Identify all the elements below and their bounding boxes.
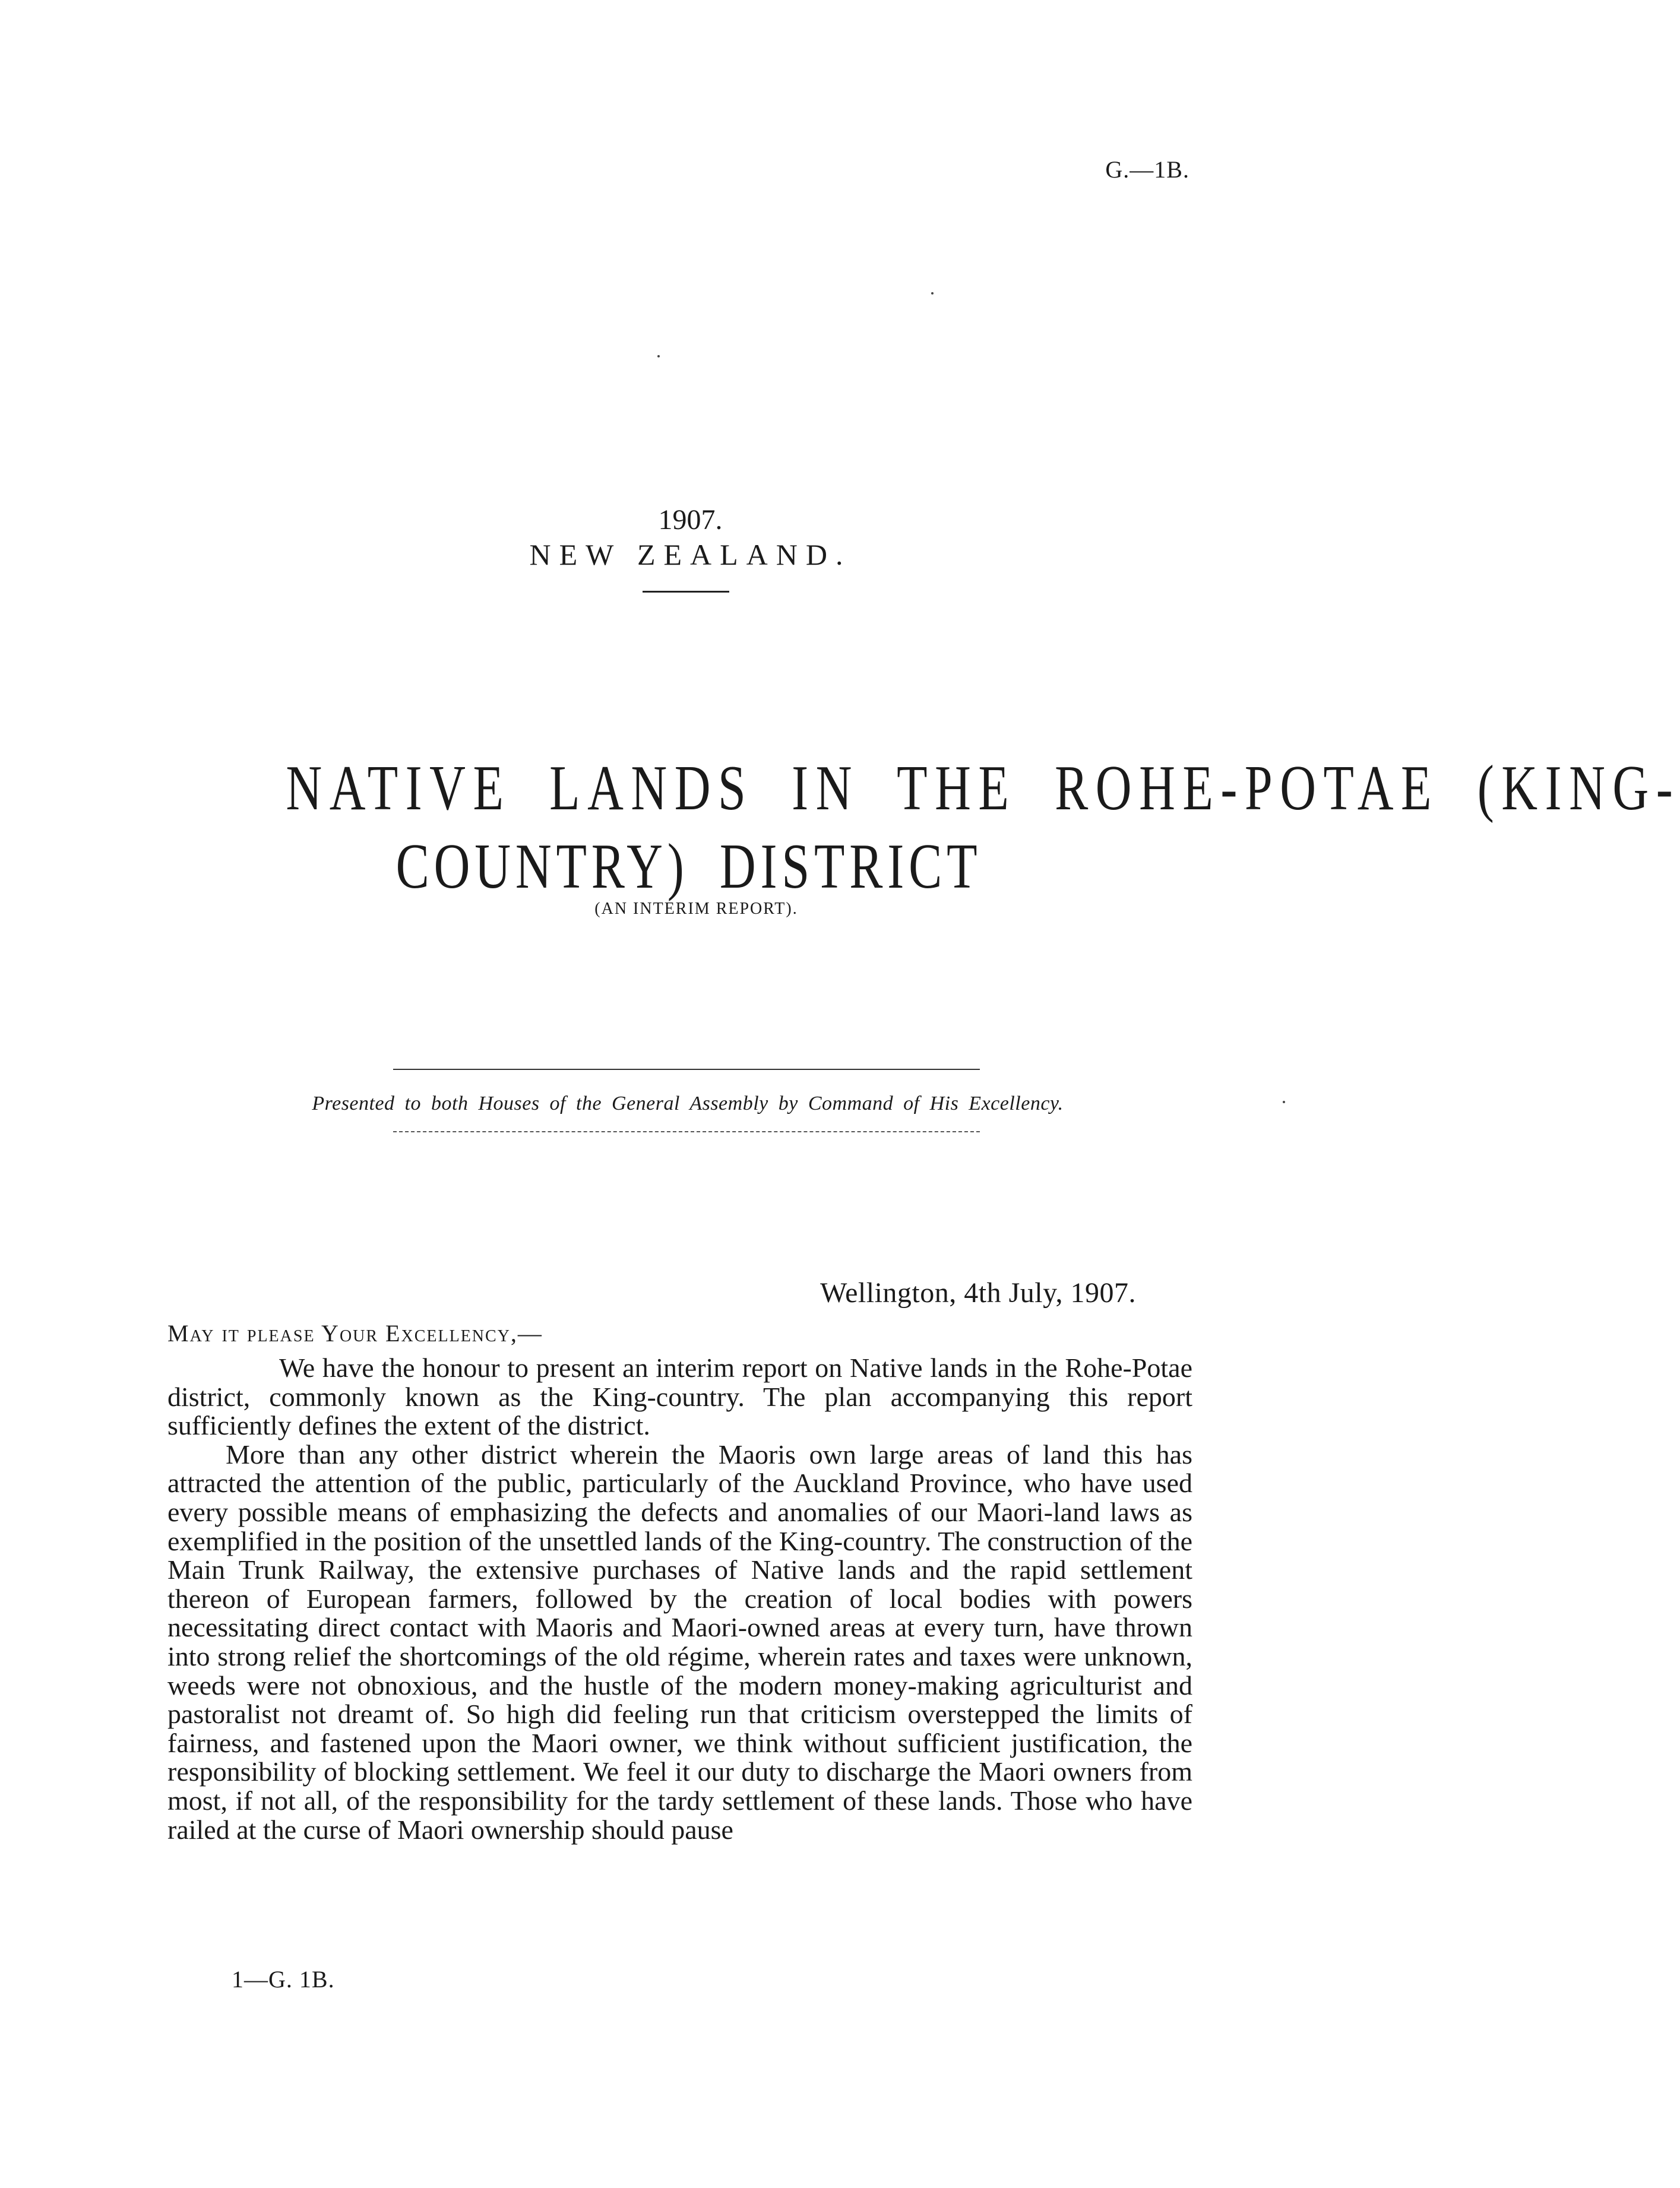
- report-title: [286, 749, 1680, 906]
- heading-divider: [643, 591, 729, 593]
- presented-rule-bottom: [393, 1131, 980, 1132]
- signature-reference: 1—G. 1B.: [232, 1966, 335, 1993]
- letter-paragraph-1: We have the honour to present an interim report on Native lands in the Rohe-Potae district, commonly known as the King-country. The plan accompanying this report sufficiently defines the extent of the district.: [167, 1353, 1192, 1441]
- presented-rule-top: [393, 1069, 980, 1070]
- document-year: 1907.: [658, 504, 723, 536]
- report-subtitle: (AN INTERIM REPORT).: [594, 900, 798, 918]
- letter-dateline: Wellington, 4th July, 1907.: [820, 1277, 1136, 1309]
- presented-note: Presented to both Houses of the General Assembly by Command of His Excellency.: [312, 1093, 1064, 1114]
- report-title-line-1: NATIVE LANDS IN THE ROHE-POTAE (KING-: [286, 753, 1680, 824]
- page-reference: G.—1B.: [1105, 156, 1189, 183]
- scan-speck: [1283, 1101, 1285, 1103]
- letter-salutation: May it please Your Excellency,—: [167, 1320, 543, 1347]
- letter-body: [167, 1354, 1192, 1844]
- letter-paragraph-2: More than any other district wherein the Maoris own large areas of land this has attracted the attention of the public, particularly of the Auckland Province, who have used every possible means of emphasizing the defects and anomalies of our Maori-land laws as exemplified in the position of the unsettled lands of the King-country. The construction of the Main Trunk Railway, the extensive purchases of Native lands and the rapid settlement thereon of European farmers, followed by the creation of local bodies with powers necessitating direct contact with Maoris and Maori-owned areas at every turn, have thrown into strong relief the shortcomings of the old régime, wherein rates and taxes were unknown, weeds were not obnoxious, and the hustle of the modern money-making agriculturist and pastoralist not dreamt of. So high did feeling run that criticism overstepped the limits of fairness, and fastened upon the Maori owner, we think without sufficient justification, the responsibility of blocking settlement. We feel it our duty to discharge the Maori owners from most, if not all, of the responsibility for the tardy settlement of these lands. Those who have railed at the curse of Maori ownership should pause: [167, 1439, 1192, 1845]
- report-title-line-2: COUNTRY) DISTRICT: [396, 831, 982, 902]
- country-heading: NEW ZEALAND.: [529, 538, 852, 571]
- scan-speck: [931, 292, 934, 295]
- scan-speck: [657, 355, 660, 357]
